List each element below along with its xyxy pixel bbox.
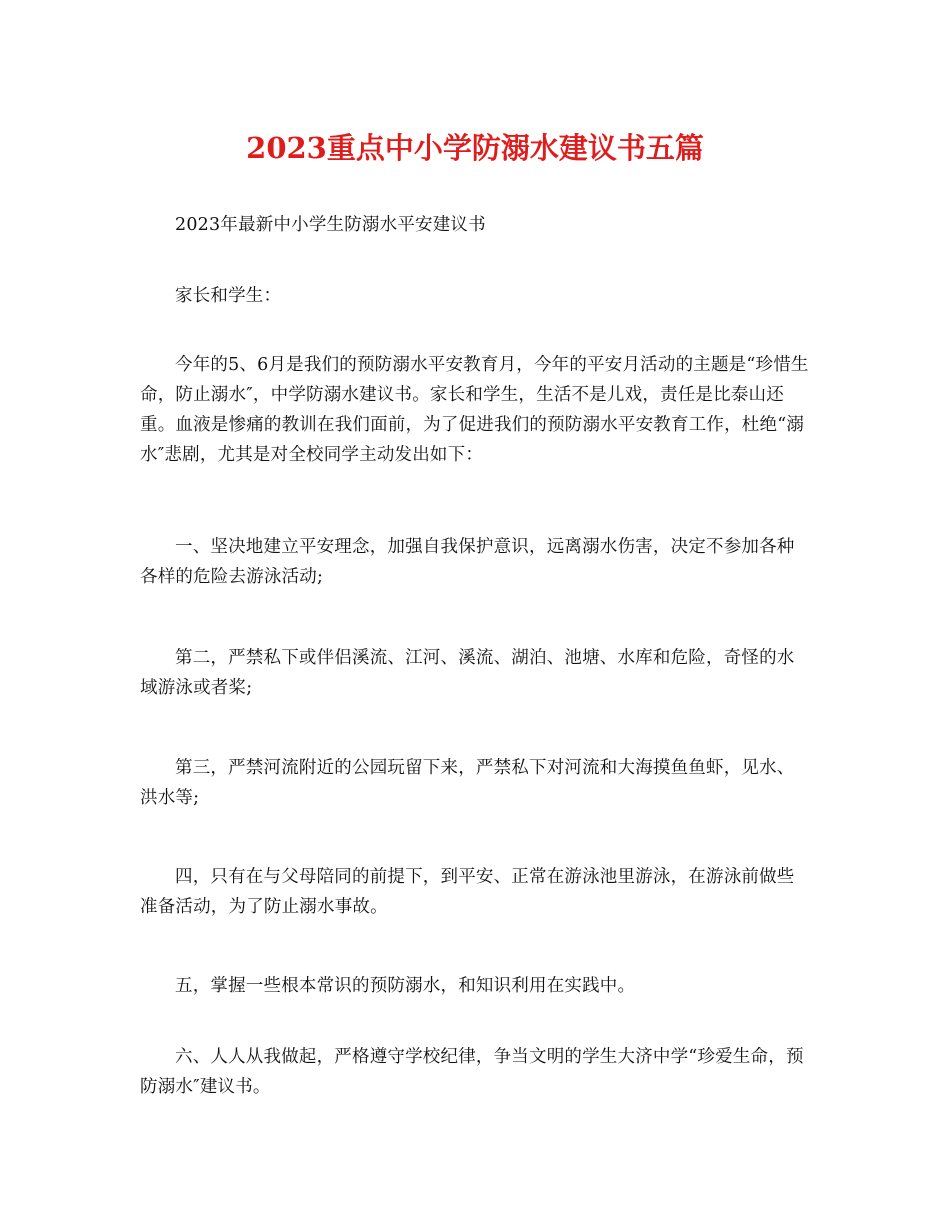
point-three-paragraph: 第三，严禁河流附近的公园玩留下来，严禁私下对河流和大海摸鱼鱼虾，见水、洪水等; (140, 758, 795, 808)
point-two-paragraph: 第二，严禁私下或伴侣溪流、江河、溪流、湖泊、池塘、水库和危险，奇怪的水域游泳或者桨; (140, 648, 795, 698)
point-one-paragraph: 一、坚决地建立平安理念，加强自我保护意识，远离溺水伤害，决定不参加各种各样的危险去游泳活动; (140, 537, 795, 587)
point-five-paragraph: 五，掌握一些根本常识的预防溺水，和知识利用在实践中。 (175, 976, 636, 996)
intro-paragraph: 今年的5、6月是我们的预防溺水平安教育月，今年的平安月活动的主题是“珍惜生命，防止溺水″，中学防溺水建议书。家长和学生，生活不是儿戏，责任是比泰山还重。血液是惨痛的教训在我们面前，为了促进我们的预防溺水平安教育工作，杜绝“溺水″悲剧，尤其是对全校同学主动发出如下： (140, 355, 809, 465)
salutation-paragraph: 家长和学生： (175, 286, 282, 306)
point-four-paragraph: 四，只有在与父母陪同的前提下，到平安、正常在游泳池里游泳，在游泳前做些准备活动，为了防止溺水事故。 (140, 867, 795, 917)
point-six-paragraph: 六、人人从我做起，严格遵守学校纪律，争当文明的学生大济中学“珍爱生命，预防溺水″建议书。 (140, 1047, 804, 1097)
page-title: 2023重点中小学防溺水建议书五篇 (246, 131, 704, 165)
subtitle-paragraph: 2023年最新中小学生防溺水平安建议书 (175, 215, 486, 235)
